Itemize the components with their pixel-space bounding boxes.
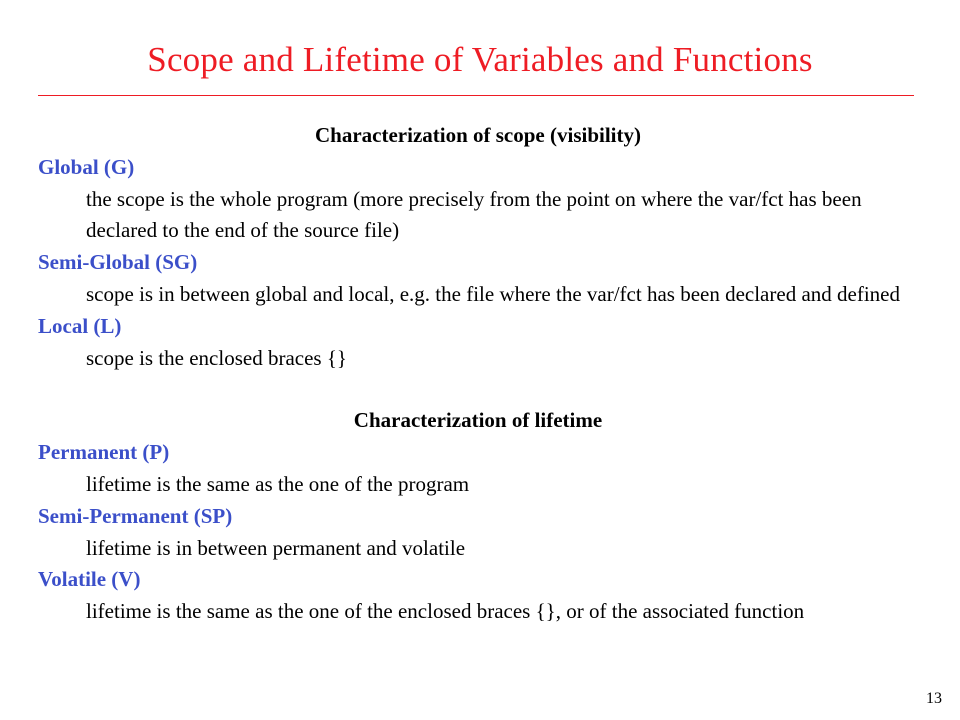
- title-divider: [38, 95, 914, 96]
- desc-semi-global: scope is in between global and local, e.g. the file where the var/fct has been declared and defined: [86, 281, 900, 306]
- section-spacer: [38, 374, 918, 405]
- desc-volatile: lifetime is the same as the one of the enclosed braces {}, or of the associated function: [86, 599, 805, 624]
- term-semi-permanent: Semi-Permanent (SP): [38, 503, 233, 528]
- desc-permanent: lifetime is the same as the one of the program: [86, 471, 470, 496]
- term-volatile: Volatile (V): [38, 567, 141, 592]
- term-semi-global: Semi-Global (SG): [38, 250, 198, 275]
- scope-heading: Characterization of scope (visibility): [314, 123, 642, 147]
- desc-global: the scope is the whole program (more precisely from the point on where the var/fct has been declared to the end of the source file): [86, 186, 862, 243]
- term-permanent: Permanent (P): [38, 440, 170, 465]
- lifetime-heading: Characterization of lifetime: [353, 408, 603, 433]
- page-number: 13: [926, 690, 942, 707]
- slide-title: Scope and Lifetime of Variables and Functions: [147, 40, 813, 79]
- term-local: Local (L): [38, 313, 122, 338]
- desc-semi-permanent: lifetime is in between permanent and volatile: [86, 535, 466, 560]
- slide-content: [38, 120, 918, 628]
- term-global: Global (G): [38, 154, 135, 179]
- desc-local: scope is the enclosed braces {}: [86, 345, 347, 370]
